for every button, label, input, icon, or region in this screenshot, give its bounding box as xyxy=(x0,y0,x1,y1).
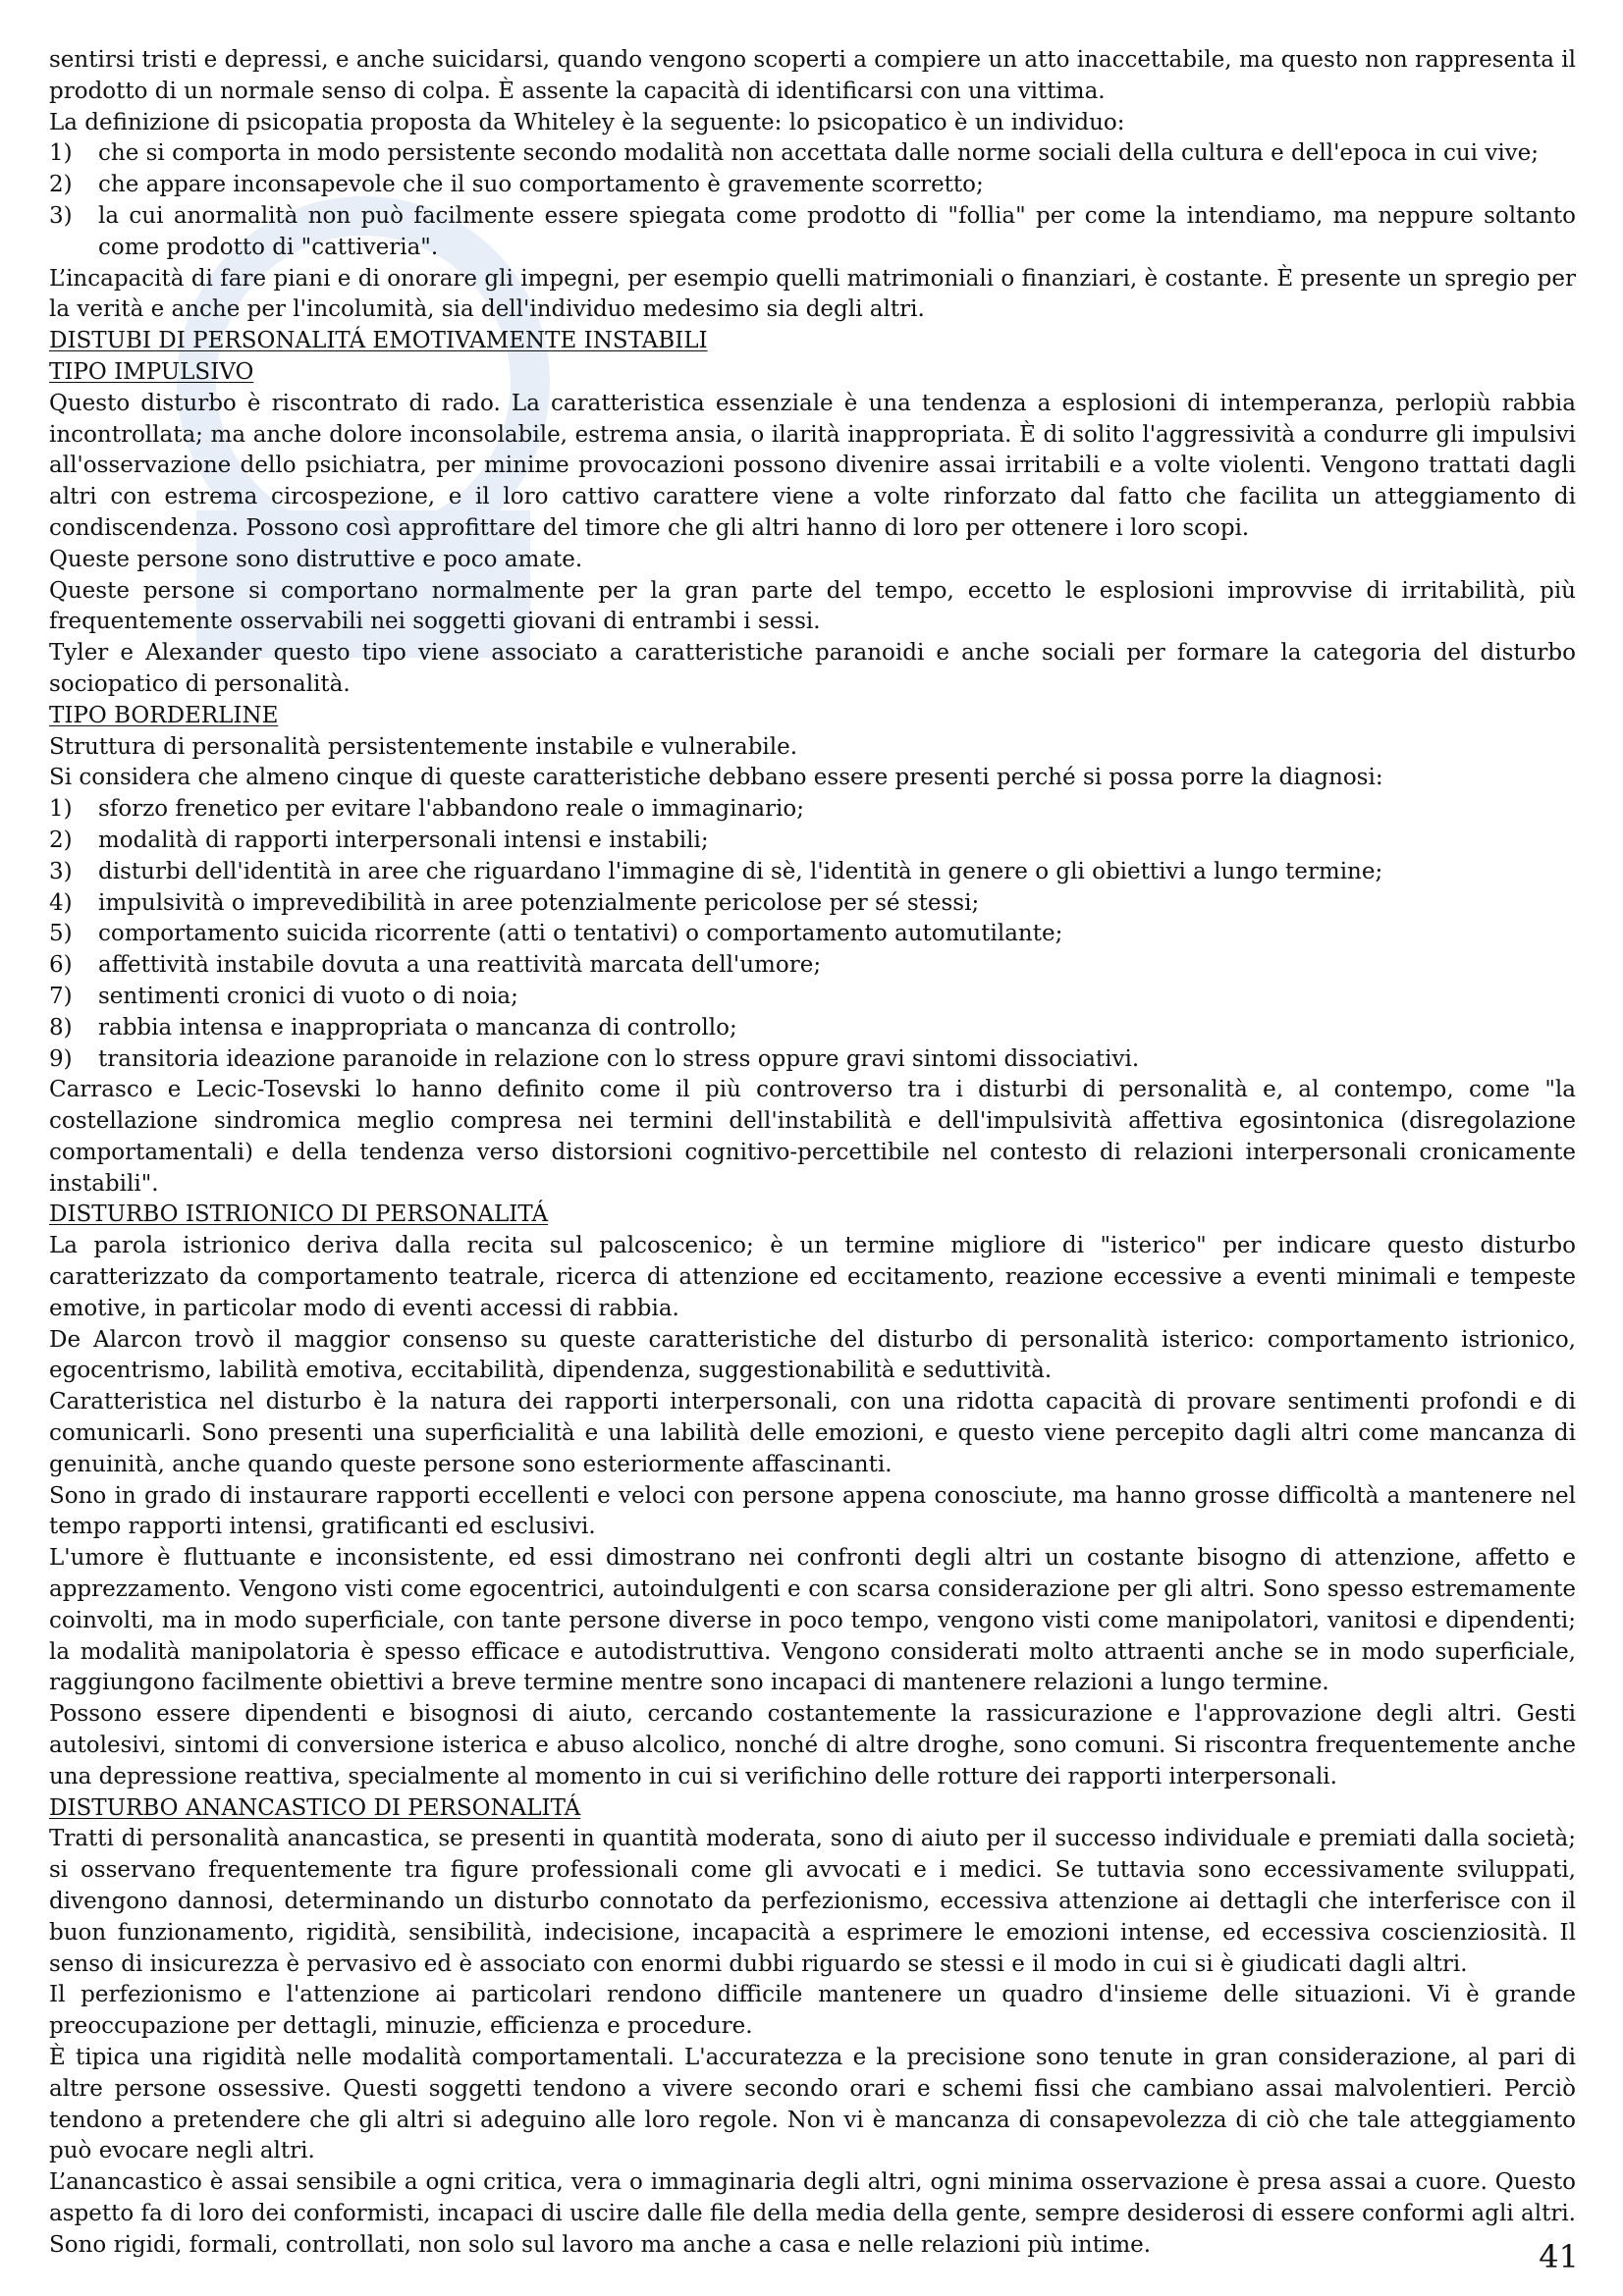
document-body xyxy=(49,45,1576,2262)
list-item-number: 7) xyxy=(49,983,73,1009)
paragraph: Queste persone si comportano normalmente per la gran parte del tempo, eccetto le esplosioni improvvise di irritabilità, più frequentemente osservabili nei soggetti giovani di entrambi i sessi. xyxy=(49,577,1576,635)
paragraph: Tratti di personalità anancastica, se presenti in quantità moderata, sono di aiuto per il successo individuale e premiati dalla società; si osservano frequentemente tra figure professionali come gli avvocati e i medici. Se tuttavia sono eccessivamente sviluppati, divengono dannosi, determinando un disturbo connotato da perfezionismo, eccessiva attenzione ai dettagli che interferisce con il buon funzionamento, rigidità, sensibilità, indecisione, incapacità a esprimere le emozioni intense, ed eccessiva coscienziosità. Il senso di insicurezza è pervasivo ed è associato con enormi dubbi riguardo se stessi e il modo in cui si è giudicati dagli altri. xyxy=(49,1826,1576,1977)
list-item-number: 5) xyxy=(49,921,73,947)
list-item xyxy=(49,857,1576,888)
paragraph: L’incapacità di fare piani e di onorare gli impegni, per esempio quelli matrimoniali o finanziari, è costante. È presente un spregio per la verità e anche per l'incolumità, sia dell'individuo medesimo sia degli altri. xyxy=(49,265,1576,323)
list-item xyxy=(49,950,1576,982)
list-item xyxy=(49,201,1576,264)
paragraph: Possono essere dipendenti e bisognosi di aiuto, cercando costantemente la rassicurazione e l'approvazione degli altri. Gesti autolesivi, sintomi di conversione isterica e abuso alcolico, nonché di altre droghe, sono comuni. Si riscontra frequentemente anche una depressione reattiva, specialmente al momento in cui si verifichino delle rotture dei rapporti interpersonali. xyxy=(49,1701,1576,1789)
list-item-number: 2) xyxy=(49,827,73,853)
list-item xyxy=(49,138,1576,170)
list-item xyxy=(49,170,1576,201)
paragraph: sentirsi tristi e depressi, e anche suicidarsi, quando vengono scoperti a compiere un atto inaccettabile, ma questo non rappresenta il prodotto di un normale senso di colpa. È assente la capacità di identificarsi con una vittima. xyxy=(49,47,1576,104)
list-item-text: che appare inconsapevole che il suo comportamento è gravemente scorretto; xyxy=(98,172,984,198)
list-item xyxy=(49,794,1576,826)
paragraph: Sono in grado di instaurare rapporti eccellenti e veloci con persone appena conosciute, ma hanno grosse difficoltà a mantenere nel tempo rapporti intensi, gratificanti ed esclusivi. xyxy=(49,1482,1576,1540)
section-heading: DISTURBO ISTRIONICO DI PERSONALITÁ xyxy=(49,1201,549,1228)
paragraph: Tyler e Alexander questo tipo viene associato a caratteristiche paranoidi e anche sociali per formare la categoria del disturbo sociopatico di personalità. xyxy=(49,640,1576,697)
list-item xyxy=(49,1013,1576,1044)
page-number: 41 xyxy=(1539,2238,1579,2275)
paragraph: L’anancastico è assai sensibile a ogni critica, vera o immaginaria degli altri, ogni minima osservazione è presa assai a cuore. Questo aspetto fa di loro dei conformisti, incapaci di uscire dalle file della media della gente, sempre desiderosi di essere conformi agli altri. Sono rigidi, formali, controllati, non solo sul lavoro ma anche a casa e nelle relazioni più intime. xyxy=(49,2169,1576,2258)
section-heading: DISTURBO ANANCASTICO DI PERSONALITÁ xyxy=(49,1794,581,1821)
list-item-text: transitoria ideazione paranoide in relazione con lo stress oppure gravi sintomi dissociativi. xyxy=(98,1045,1140,1072)
paragraph: L'umore è fluttuante e inconsistente, ed essi dimostrano nei confronti degli altri un costante bisogno di attenzione, affetto e apprezzamento. Vengono visti come egocentrici, autoindulgenti e con scarsa considerazione per gli altri. Sono spesso estremamente coinvolti, ma in modo superficiale, con tante persone diverse in poco tempo, vengono visti come manipolatori, vanitosi e dipendenti; la modalità manipolatoria è spesso efficace e autodistruttiva. Vengono considerati molto attraenti anche se in modo superficiale, raggiungono facilmente obiettivi a breve termine mentre sono incapaci di mantenere relazioni a lungo termine. xyxy=(49,1545,1576,1696)
list-item-text: la cui anormalità non può facilmente essere spiegata come prodotto di "follia" per come la intendiamo, ma neppure soltanto come prodotto di "cattiveria". xyxy=(98,202,1576,260)
list-item xyxy=(49,982,1576,1013)
paragraph: La definizione di psicopatia proposta da Whiteley è la seguente: lo psicopatico è un individuo: xyxy=(49,109,1125,135)
paragraph: Questo disturbo è riscontrato di rado. La caratteristica essenziale è una tendenza a esplosioni di intemperanza, perlopiù rabbia incontrollata; ma anche dolore inconsolabile, estrema ansia, o ilarità inappropriata. È di solito l'aggressività a condurre gli impulsivi all'osservazione dello psichiatra, per minime provocazioni possono divenire assai irritabili e a volte violenti. Vengono trattati dagli altri con estrema circospezione, e il loro cattivo carattere viene a volte rinforzato dal fatto che facilita un atteggiamento di condiscendenza. Possono così approfittare del timore che gli altri hanno di loro per ottenere i loro scopi. xyxy=(49,390,1576,541)
list-item xyxy=(49,826,1576,857)
paragraph: Caratteristica nel disturbo è la natura dei rapporti interpersonali, con una ridotta capacità di provare sentimenti profondi e di comunicarli. Sono presenti una superficialità e una labilità delle emozioni, e questo viene percepito dagli altri come mancanza di genuinità, anche quando queste persone sono esteriormente affascinanti. xyxy=(49,1389,1576,1477)
list-item xyxy=(49,888,1576,920)
paragraph: La parola istrionico deriva dalla recita sul palcoscenico; è un termine migliore di "isterico" per indicare questo disturbo caratterizzato da comportamento teatrale, ricerca di attenzione ed eccitamento, reazione eccessive a eventi minimali e tempeste emotive, in particolar modo di eventi accessi di rabbia. xyxy=(49,1233,1576,1321)
list-item-number: 9) xyxy=(49,1045,73,1072)
list-item xyxy=(49,1044,1576,1076)
list-item-text: affettività instabile dovuta a una reattività marcata dell'umore; xyxy=(98,952,822,979)
list-item-text: disturbi dell'identità in aree che riguardano l'immagine di sè, l'identità in genere o gli obiettivi a lungo termine; xyxy=(98,858,1383,884)
list-item-number: 3) xyxy=(49,858,73,884)
paragraph: Si considera che almeno cinque di queste caratteristiche debbano essere presenti perché si possa porre la diagnosi: xyxy=(49,765,1383,791)
list-item-text: rabbia intensa e inappropriata o mancanza di controllo; xyxy=(98,1014,737,1041)
paragraph: De Alarcon trovò il maggior consenso su queste caratteristiche del disturbo di personalità isterico: comportamento istrionico, egocentrismo, labilità emotiva, eccitabilità, dipendenza, suggestionabilità e seduttività. xyxy=(49,1326,1576,1384)
list-item-number: 1) xyxy=(49,796,73,823)
list-item-text: impulsività o imprevedibilità in aree potenzialmente pericolose per sé stessi; xyxy=(98,889,980,916)
section-heading: DISTUBI DI PERSONALITÁ EMOTIVAMENTE INSTABILI xyxy=(49,328,708,354)
list-item-number: 8) xyxy=(49,1014,73,1041)
paragraph: Il perfezionismo e l'attenzione ai particolari rendono difficile mantenere un quadro d'insieme delle situazioni. Vi è grande preoccupazione per dettagli, minuzie, efficienza e procedure. xyxy=(49,1982,1576,2040)
paragraph: Struttura di personalità persistentemente instabile e vulnerabile. xyxy=(49,733,798,760)
list-item-text: che si comporta in modo persistente secondo modalità non accettata dalle norme sociali della cultura e dell'epoca in cui vive; xyxy=(98,140,1540,167)
list-item-number: 2) xyxy=(49,172,73,198)
paragraph: Queste persone sono distruttive e poco amate. xyxy=(49,546,583,572)
list-item-number: 3) xyxy=(49,202,73,229)
list-item-number: 4) xyxy=(49,889,73,916)
list-item-text: sentimenti cronici di vuoto o di noia; xyxy=(98,983,518,1009)
section-heading: TIPO BORDERLINE xyxy=(49,702,279,728)
list-item xyxy=(49,919,1576,950)
paragraph: Carrasco e Lecic-Tosevski lo hanno definito come il più controverso tra i disturbi di personalità e, al contempo, come "la costellazione sindromica meglio compresa nei termini dell'instabilità e dell'impulsività affettiva egosintonica (disregolazione comportamentali) e della tendenza verso distorsioni cognitivo-percettibile nel contesto di relazioni interpersonali cronicamente instabili". xyxy=(49,1077,1576,1197)
paragraph: È tipica una rigidità nelle modalità comportamentali. L'accuratezza e la precisione sono tenute in gran considerazione, al pari di altre persone ossessive. Questi soggetti tendono a vivere secondo orari e schemi fissi che cambiano assai malvolentieri. Perciò tendono a pretendere che gli altri si adeguino alle loro regole. Non vi è mancanza di consapevolezza di ciò che tale atteggiamento può evocare negli altri. xyxy=(49,2045,1576,2164)
list-item-text: modalità di rapporti interpersonali intensi e instabili; xyxy=(98,827,709,853)
section-heading: TIPO IMPULSIVO xyxy=(49,358,254,385)
list-item-text: sforzo frenetico per evitare l'abbandono reale o immaginario; xyxy=(98,796,804,823)
list-item-text: comportamento suicida ricorrente (atti o tentativi) o comportamento automutilante; xyxy=(98,921,1063,947)
list-item-number: 1) xyxy=(49,140,73,167)
list-item-number: 6) xyxy=(49,952,73,979)
